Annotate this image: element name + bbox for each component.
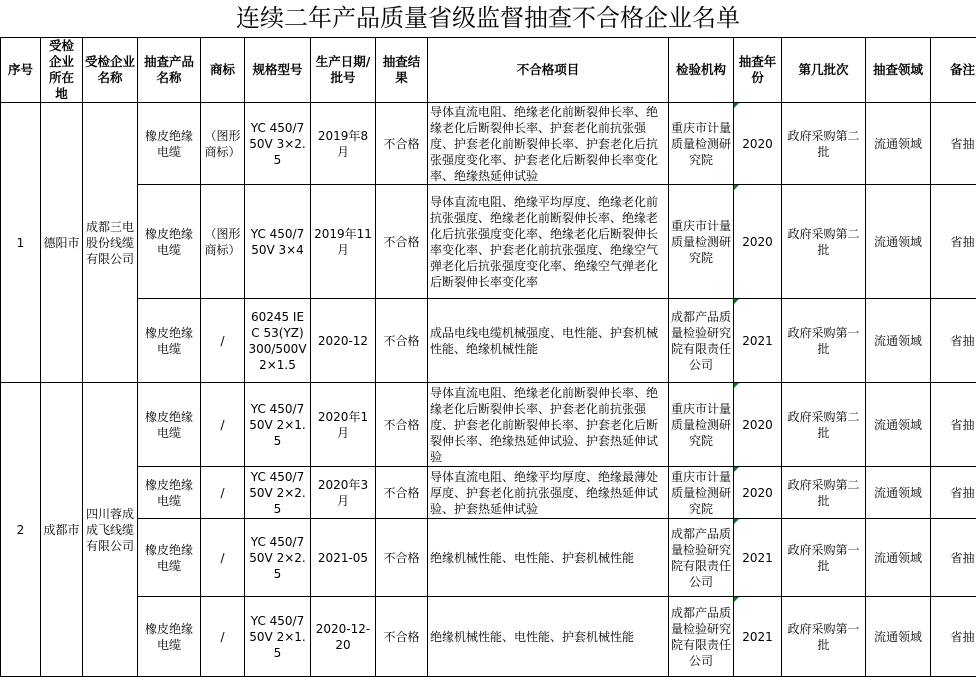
company-cell: 成都三电股份线缆有限公司 (83, 103, 138, 383)
product-cell: 橡皮绝缘电缆 (138, 519, 201, 597)
product-cell: 橡皮绝缘电缆 (138, 383, 201, 467)
product-cell: 橡皮绝缘电缆 (138, 597, 201, 677)
product-cell: 橡皮绝缘电缆 (138, 103, 201, 185)
batch-cell: 政府采购第一批 (782, 299, 866, 383)
header-items: 不合格项目 (428, 38, 669, 103)
product-cell: 橡皮绝缘电缆 (138, 185, 201, 299)
year-cell: 2020 (734, 383, 782, 467)
date-cell: 2021-05 (311, 519, 376, 597)
batch-cell: 政府采购第二批 (782, 467, 866, 519)
unqualified-enterprise-table (0, 37, 976, 677)
header-product: 抽查产品名称 (138, 38, 201, 103)
year-cell: 2021 (734, 597, 782, 677)
batch-cell: 政府采购第二批 (782, 383, 866, 467)
year-cell: 2020 (734, 185, 782, 299)
table-row (1, 299, 976, 383)
remark-cell: 省抽 (931, 597, 976, 677)
header-location: 受检企业所在地 (41, 38, 83, 103)
brand-cell: / (201, 467, 245, 519)
company-cell: 四川蓉成成飞线缆有限公司 (83, 383, 138, 677)
model-cell: YC 450/750V 2×2.5 (245, 519, 311, 597)
items-cell: 导体直流电阻、绝缘老化前断裂伸长率、绝缘老化后断裂伸长率、护套老化前抗张强度、护套老化前断裂伸长率、护套老化后断裂伸长率、绝缘热延伸试验、护套热延伸试验 (428, 383, 669, 467)
date-cell: 2019年8月 (311, 103, 376, 185)
items-cell: 绝缘机械性能、电性能、护套机械性能 (428, 597, 669, 677)
seq-cell: 1 (1, 103, 41, 383)
brand-cell: （图形商标） (201, 185, 245, 299)
batch-cell: 政府采购第二批 (782, 103, 866, 185)
batch-cell: 政府采购第一批 (782, 597, 866, 677)
result-cell: 不合格 (376, 519, 428, 597)
header-model: 规格型号 (245, 38, 311, 103)
header-row (1, 38, 976, 103)
location-cell: 成都市 (41, 383, 83, 677)
model-cell: YC 450/750V 2×1.5 (245, 383, 311, 467)
product-cell: 橡皮绝缘电缆 (138, 299, 201, 383)
brand-cell: / (201, 383, 245, 467)
remark-cell: 省抽 (931, 519, 976, 597)
year-cell: 2021 (734, 299, 782, 383)
field-cell: 流通领域 (866, 103, 931, 185)
seq-cell: 2 (1, 383, 41, 677)
brand-cell: / (201, 597, 245, 677)
brand-cell: （图形商标） (201, 103, 245, 185)
table-row (1, 383, 976, 467)
date-cell: 2020-12 (311, 299, 376, 383)
field-cell: 流通领域 (866, 185, 931, 299)
items-cell: 导体直流电阻、绝缘平均厚度、绝缘最薄处厚度、护套老化前抗张强度、绝缘热延伸试验、护套热延伸试验 (428, 467, 669, 519)
field-cell: 流通领域 (866, 597, 931, 677)
header-result: 抽查结果 (376, 38, 428, 103)
header-date: 生产日期/批号 (311, 38, 376, 103)
date-cell: 2020年1月 (311, 383, 376, 467)
table-row (1, 597, 976, 677)
result-cell: 不合格 (376, 597, 428, 677)
items-cell: 导体直流电阻、绝缘平均厚度、绝缘老化前抗张强度、绝缘老化前断裂伸长率、绝缘老化后抗张强度变化率、绝缘老化后断裂伸长率变化率、护套老化前抗张强度、绝缘空气弹老化后抗张强度变化率、绝缘空气弹老化后断裂伸长率变化率 (428, 185, 669, 299)
field-cell: 流通领域 (866, 467, 931, 519)
table-row (1, 103, 976, 185)
batch-cell: 政府采购第二批 (782, 185, 866, 299)
year-cell: 2020 (734, 467, 782, 519)
remark-cell: 省抽 (931, 467, 976, 519)
field-cell: 流通领域 (866, 383, 931, 467)
year-cell: 2020 (734, 103, 782, 185)
model-cell: YC 450/750V 2×1.5 (245, 597, 311, 677)
location-cell: 德阳市 (41, 103, 83, 383)
header-field: 抽查领域 (866, 38, 931, 103)
remark-cell: 省抽 (931, 299, 976, 383)
result-cell: 不合格 (376, 299, 428, 383)
remark-cell: 省抽 (931, 185, 976, 299)
agency-cell: 重庆市计量质量检测研究院 (669, 383, 734, 467)
result-cell: 不合格 (376, 185, 428, 299)
items-cell: 导体直流电阻、绝缘老化前断裂伸长率、绝缘老化后断裂伸长率、护套老化前抗张强度、护套老化前断裂伸长率、护套老化后抗张强度变化率、护套老化后断裂伸长率变化率、绝缘热延伸试验 (428, 103, 669, 185)
model-cell: YC 450/750V 3×2.5 (245, 103, 311, 185)
remark-cell: 省抽 (931, 383, 976, 467)
agency-cell: 重庆市计量质量检测研究院 (669, 467, 734, 519)
field-cell: 流通领域 (866, 299, 931, 383)
items-cell: 成品电线电缆机械强度、电性能、护套机械性能、绝缘机械性能 (428, 299, 669, 383)
header-agency: 检验机构 (669, 38, 734, 103)
brand-cell: / (201, 299, 245, 383)
header-company: 受检企业名称 (83, 38, 138, 103)
brand-cell: / (201, 519, 245, 597)
model-cell: 60245 IEC 53(YZ) 300/500V 2×1.5 (245, 299, 311, 383)
header-brand: 商标 (201, 38, 245, 103)
batch-cell: 政府采购第一批 (782, 519, 866, 597)
header-year: 抽查年份 (734, 38, 782, 103)
year-cell: 2021 (734, 519, 782, 597)
agency-cell: 成都产品质量检验研究院有限责任公司 (669, 597, 734, 677)
date-cell: 2020-12-20 (311, 597, 376, 677)
header-batch: 第几批次 (782, 38, 866, 103)
items-cell: 绝缘机械性能、电性能、护套机械性能 (428, 519, 669, 597)
remark-cell: 省抽 (931, 103, 976, 185)
agency-cell: 重庆市计量质量检测研究院 (669, 185, 734, 299)
date-cell: 2020年3月 (311, 467, 376, 519)
date-cell: 2019年11月 (311, 185, 376, 299)
agency-cell: 重庆市计量质量检测研究院 (669, 103, 734, 185)
result-cell: 不合格 (376, 383, 428, 467)
product-cell: 橡皮绝缘电缆 (138, 467, 201, 519)
model-cell: YC 450/750V 3×4 (245, 185, 311, 299)
table-row (1, 519, 976, 597)
result-cell: 不合格 (376, 103, 428, 185)
page-title: 连续二年产品质量省级监督抽查不合格企业名单 (0, 0, 976, 37)
agency-cell: 成都产品质量检验研究院有限责任公司 (669, 299, 734, 383)
header-remark: 备注 (931, 38, 976, 103)
field-cell: 流通领域 (866, 519, 931, 597)
model-cell: YC 450/750V 2×2.5 (245, 467, 311, 519)
table-row (1, 185, 976, 299)
header-seq: 序号 (1, 38, 41, 103)
table-row (1, 467, 976, 519)
result-cell: 不合格 (376, 467, 428, 519)
agency-cell: 成都产品质量检验研究院有限责任公司 (669, 519, 734, 597)
